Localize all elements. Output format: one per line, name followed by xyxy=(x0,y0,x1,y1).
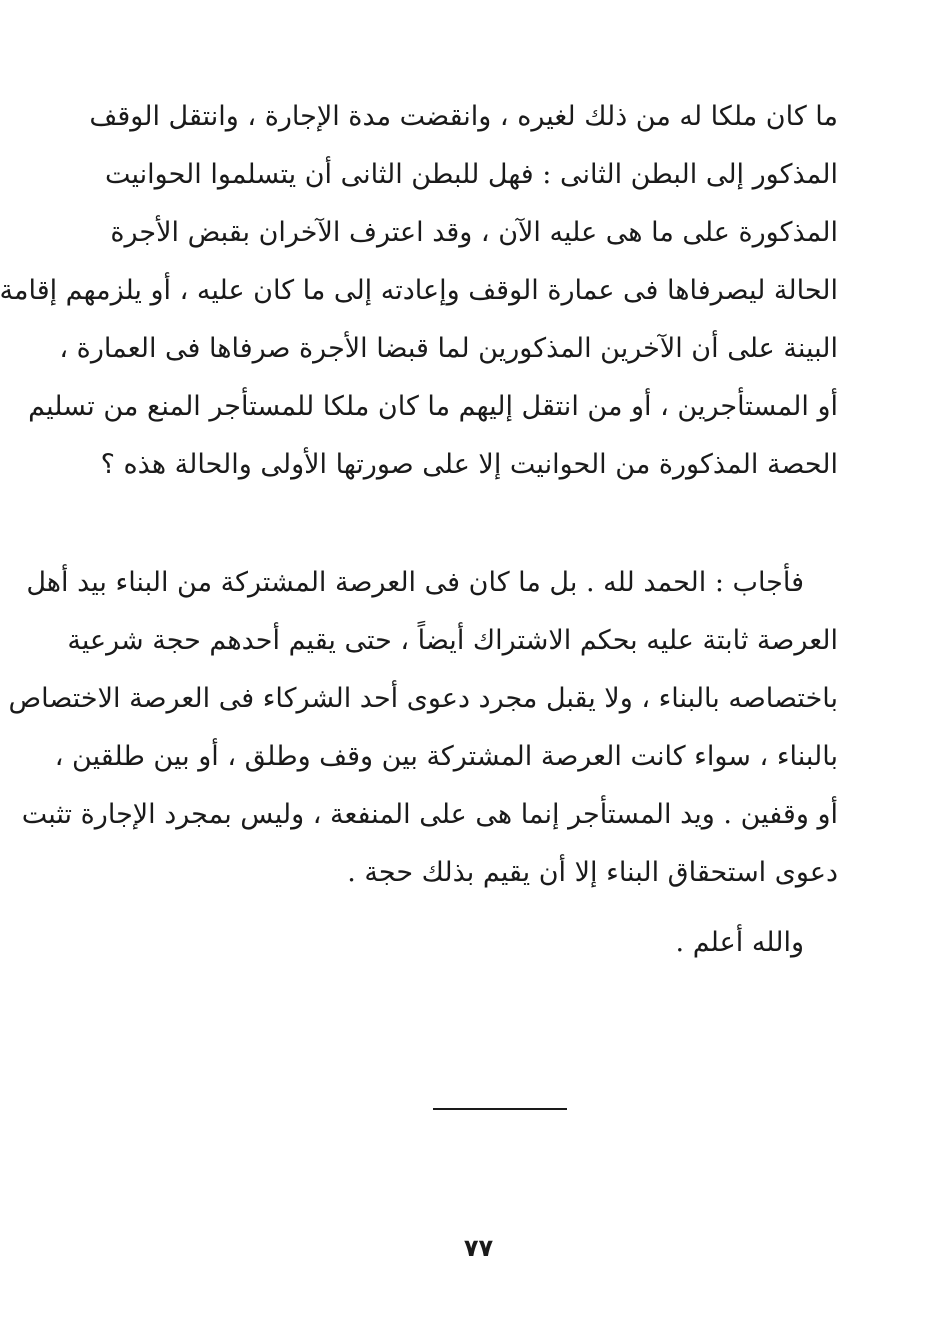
text-line: ما كان ملكا له من ذلك لغيره ، وانقضت مدة الإجارة ، وانتقل الوقف xyxy=(89,101,838,132)
text-line: البينة على أن الآخرين المذكورين لما قبضا الأجرة صرفاها فى العمارة ، xyxy=(59,333,838,364)
text-line: دعوى استحقاق البناء إلا أن يقيم بذلك حجة . xyxy=(347,857,838,888)
text-line: الحصة المذكورة من الحوانيت إلا على صورتها الأولى والحالة هذه ؟ xyxy=(100,449,838,480)
text-line: المذكور إلى البطن الثانى : فهل للبطن الثانى أن يتسلموا الحوانيت xyxy=(105,159,838,190)
text-line: أو المستأجرين ، أو من انتقل إليهم ما كان ملكا للمستأجر المنع من تسليم xyxy=(28,391,838,422)
text-line: أو وقفين . ويد المستأجر إنما هى على المنفعة ، وليس بمجرد الإجارة تثبت xyxy=(21,799,838,830)
question-paragraph xyxy=(0,88,838,494)
text-line: باختصاصه بالبناء ، ولا يقبل مجرد دعوى أحد الشركاء فى العرصة الاختصاص xyxy=(8,683,838,714)
text-line: المذكورة على ما هى عليه الآن ، وقد اعترف الآخران بقبض الأجرة xyxy=(110,217,838,248)
text-line: الحالة ليصرفاها فى عمارة الوقف وإعادته إلى ما كان عليه ، أو يلزمهم إقامة xyxy=(0,275,838,306)
text-line: بالبناء ، سواء كانت العرصة المشتركة بين وقف وطلق ، أو بين طلقين ، xyxy=(54,741,838,772)
page-text xyxy=(0,88,838,972)
text-line: فأجاب : الحمد لله . بل ما كان فى العرصة المشتركة من البناء بيد أهل xyxy=(26,567,804,598)
closing-line: والله أعلم . xyxy=(675,927,804,958)
text-line: العرصة ثابتة عليه بحكم الاشتراك أيضاً ، حتى يقيم أحدهم حجة شرعية xyxy=(67,625,838,656)
section-divider xyxy=(433,1108,567,1110)
answer-paragraph xyxy=(8,554,838,972)
page-number: ٧٧ xyxy=(463,1234,494,1262)
